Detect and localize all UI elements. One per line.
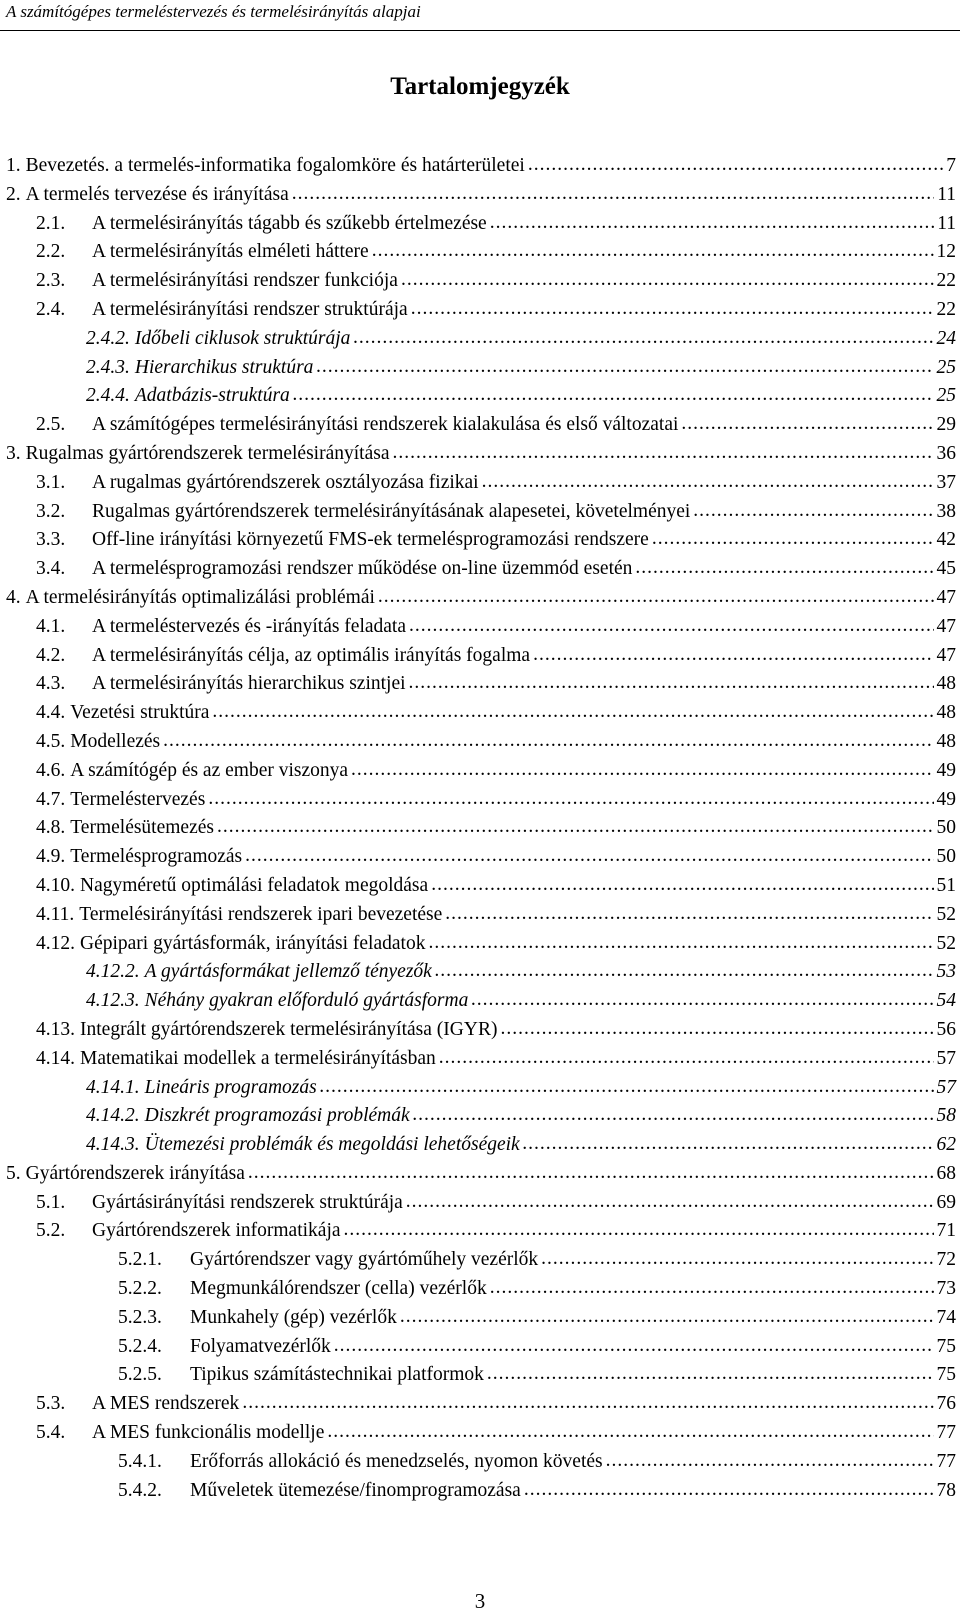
toc-title: A termelésprogramozási rendszer működése on-line üzemmód esetén [92, 558, 633, 580]
dot-leader [439, 1044, 934, 1073]
toc-number: 5.2.4. [118, 1335, 162, 1357]
toc-title: Termelésprogramozás [70, 846, 243, 868]
toc-number: 2.4.4. [86, 385, 130, 407]
dot-leader [413, 1101, 934, 1130]
toc-number: 5.4. [36, 1422, 66, 1444]
toc-title: A MES funkcionális modellje [92, 1422, 325, 1444]
toc-title: Erőforrás allokáció és menedzselés, nyomon követés [190, 1450, 603, 1472]
toc-page: 48 [936, 673, 956, 695]
toc-title: Vezetési struktúra [70, 702, 210, 724]
dot-leader [428, 929, 933, 958]
toc-entry[interactable] [6, 814, 956, 843]
dot-leader [693, 497, 933, 526]
toc-entry[interactable] [6, 526, 956, 555]
toc-page: 22 [936, 298, 956, 320]
toc-entry[interactable] [6, 901, 956, 930]
toc-entry[interactable] [6, 1160, 956, 1189]
toc-number: 4. [6, 586, 21, 608]
toc-number: 4.13. [36, 1018, 75, 1040]
toc-page: 48 [936, 730, 956, 752]
toc-page: 36 [936, 442, 956, 464]
toc-page: 71 [936, 1220, 956, 1242]
toc-entry[interactable] [6, 642, 956, 671]
toc-page: 47 [936, 586, 956, 608]
dot-leader [490, 1274, 934, 1303]
toc-number: 2.2. [36, 241, 66, 263]
toc-title: Matematikai modellek a termelésirányításban [80, 1047, 436, 1069]
dot-leader [163, 727, 933, 756]
toc-page: 73 [936, 1278, 956, 1300]
toc-page: 47 [936, 644, 956, 666]
toc-entry[interactable] [6, 843, 956, 872]
toc-entry[interactable] [6, 757, 956, 786]
toc-entry[interactable] [6, 1074, 956, 1103]
toc-entry[interactable] [6, 872, 956, 901]
toc-entry[interactable] [6, 1016, 956, 1045]
toc-title: Termelésütemezés [70, 817, 214, 839]
toc-entry[interactable] [6, 325, 956, 354]
toc-title: Bevezetés. a termelés-informatika fogalomköre és határterületei [25, 155, 525, 176]
toc-page: 38 [936, 500, 956, 522]
header-rule [0, 30, 960, 31]
dot-leader [524, 1476, 934, 1505]
toc-number: 4.5. [36, 730, 66, 752]
toc-entry[interactable] [6, 238, 956, 267]
toc-page: 58 [936, 1105, 956, 1127]
toc-number: 4.12.2. [86, 961, 140, 983]
toc-number: 4.7. [36, 788, 66, 810]
toc-title: Hierarchikus struktúra [134, 356, 314, 378]
toc-entry[interactable] [6, 1419, 956, 1448]
toc-page: 11 [937, 183, 956, 205]
toc-number: 2.1. [36, 212, 66, 234]
toc-title: Időbeli ciklusok struktúrája [134, 327, 351, 349]
toc-entry[interactable] [6, 584, 956, 613]
toc-entry[interactable] [6, 354, 956, 383]
toc-entry[interactable] [6, 1390, 956, 1419]
dot-leader [445, 900, 933, 929]
toc-entry[interactable] [6, 786, 956, 815]
toc-page: 62 [936, 1134, 956, 1156]
toc-page: 77 [936, 1422, 956, 1444]
toc-page: 74 [936, 1306, 956, 1328]
dot-leader [334, 1332, 934, 1361]
toc-page: 51 [936, 874, 956, 896]
toc-title: A MES rendszerek [92, 1393, 240, 1415]
toc-number: 2. [6, 183, 21, 205]
toc-entry[interactable] [6, 440, 956, 469]
toc-title: Diszkrét programozási problémák [144, 1105, 410, 1127]
toc-page: 53 [936, 961, 956, 983]
toc-page: 47 [936, 615, 956, 637]
toc-page: 75 [936, 1335, 956, 1357]
toc-number: 3.4. [36, 558, 66, 580]
toc-entry[interactable] [6, 987, 956, 1016]
toc-title: A termelés tervezése és irányítása [25, 183, 289, 205]
dot-leader [409, 669, 934, 698]
toc-number: 3.3. [36, 529, 66, 551]
toc-title: Műveletek ütemezése/finomprogramozása [190, 1479, 521, 1501]
toc-title: Megmunkálórendszer (cella) vezérlők [190, 1278, 487, 1300]
toc-number: 5.1. [36, 1191, 66, 1213]
toc-title: Tipikus számítástechnikai platformok [190, 1364, 484, 1386]
toc-number: 4.11. [36, 903, 75, 925]
toc-number: 1. [6, 155, 21, 176]
toc-number: 5.4.1. [118, 1450, 162, 1472]
dot-leader [344, 1216, 934, 1245]
toc-entry[interactable] [6, 670, 956, 699]
dot-leader [406, 1188, 934, 1217]
toc-page: 56 [936, 1018, 956, 1040]
toc-title: A termelésirányítás elméleti háttere [92, 241, 369, 263]
running-header: A számítógépes termeléstervezés és termelésirányítás alapjai [6, 2, 421, 21]
dot-leader [400, 1303, 934, 1332]
toc-number: 4.4. [36, 702, 66, 724]
toc-entry[interactable] [6, 382, 956, 411]
dot-leader [353, 324, 933, 353]
toc-title: Rugalmas gyártórendszerek termelésirányításának alapesetei, követelményei [92, 500, 691, 522]
toc-page: 50 [936, 846, 956, 868]
toc-title: Rugalmas gyártórendszerek termelésirányítása [25, 442, 390, 464]
toc-entry[interactable] [6, 1131, 956, 1160]
dot-leader [372, 237, 934, 266]
toc-page: 49 [936, 759, 956, 781]
dot-leader [435, 957, 934, 986]
toc-title: A termelésirányítás tágabb és szűkebb értelmezése [92, 212, 487, 234]
toc-number: 5.3. [36, 1393, 66, 1415]
toc-title: Termelésirányítási rendszerek ipari bevezetése [79, 903, 443, 925]
toc-page: 49 [936, 788, 956, 810]
toc-number: 2.3. [36, 270, 66, 292]
toc-entry[interactable] [6, 728, 956, 757]
toc-entry[interactable] [6, 1045, 956, 1074]
toc-page: 50 [936, 817, 956, 839]
dot-leader [351, 756, 933, 785]
dot-leader [208, 785, 933, 814]
toc-number: 4.14.3. [86, 1134, 140, 1156]
toc-entry[interactable] [6, 699, 956, 728]
dot-leader [523, 1130, 934, 1159]
toc-number: 2.5. [36, 414, 66, 436]
toc-title: Ütemezési problémák és megoldási lehetőségeik [144, 1134, 520, 1156]
dot-leader [431, 871, 933, 900]
toc-page: 72 [936, 1249, 956, 1271]
toc-title: A termeléstervezés és -irányítás feladata [92, 615, 407, 637]
toc-page: 76 [936, 1393, 956, 1415]
dot-leader [292, 180, 934, 209]
toc-number: 4.2. [36, 644, 66, 666]
toc-entry[interactable] [6, 411, 956, 440]
dot-leader [487, 1360, 934, 1389]
toc-number: 3.1. [36, 471, 66, 493]
toc-number: 4.14. [36, 1047, 75, 1069]
toc-page: 11 [937, 212, 956, 234]
toc-title: A számítógépes termelésirányítási rendszerek kialakulása és első változatai [92, 414, 679, 436]
toc-number: 5. [6, 1162, 21, 1184]
toc-title: Off-line irányítási környezetű FMS-ek termelésprogramozási rendszere [92, 529, 649, 551]
toc-page: 54 [936, 990, 956, 1012]
toc-title: A termelésirányítás hierarchikus szintjei [92, 673, 406, 695]
toc-title: A termelésirányítás optimalizálási problémái [25, 586, 375, 608]
toc-number: 4.10. [36, 874, 75, 896]
dot-leader [528, 151, 943, 180]
toc-entry[interactable] [6, 1275, 956, 1304]
toc-entry[interactable] [6, 181, 956, 210]
toc-page: 25 [936, 356, 956, 378]
toc-entry[interactable] [6, 930, 956, 959]
toc-entry[interactable] [6, 152, 956, 181]
dot-leader [316, 353, 933, 382]
toc-title: Gépipari gyártásformák, irányítási feladatok [80, 932, 426, 954]
dot-leader [245, 842, 933, 871]
toc-number: 2.4.2. [86, 327, 130, 349]
dot-leader [378, 583, 934, 612]
toc-page: 42 [936, 529, 956, 551]
table-of-contents [6, 152, 956, 1505]
toc-page: 7 [946, 155, 956, 176]
toc-title: A gyártásformákat jellemző tényezők [144, 961, 432, 983]
dot-leader [500, 1015, 933, 1044]
dot-leader [217, 813, 934, 842]
toc-entry[interactable] [6, 1304, 956, 1333]
toc-page: 22 [936, 270, 956, 292]
toc-page: 68 [936, 1162, 956, 1184]
toc-title: Néhány gyakran előforduló gyártásforma [144, 990, 469, 1012]
dot-leader [320, 1073, 934, 1102]
toc-title: A termelésirányítási rendszer funkciója [92, 270, 398, 292]
toc-title: Lineáris programozás [144, 1076, 317, 1098]
toc-page: 75 [936, 1364, 956, 1386]
dot-leader [392, 439, 933, 468]
dot-leader [482, 468, 934, 497]
toc-entry[interactable] [6, 296, 956, 325]
toc-number: 4.8. [36, 817, 66, 839]
dot-leader [471, 986, 933, 1015]
toc-page: 24 [936, 327, 956, 349]
toc-entry[interactable] [6, 1448, 956, 1477]
dot-leader [541, 1245, 933, 1274]
dot-leader [635, 554, 933, 583]
toc-title: Modellezés [70, 730, 161, 752]
toc-number: 4.9. [36, 846, 66, 868]
toc-number: 3.2. [36, 500, 66, 522]
toc-page: 29 [936, 414, 956, 436]
toc-number: 4.14.1. [86, 1076, 140, 1098]
dot-leader [293, 381, 934, 410]
toc-page: 37 [936, 471, 956, 493]
dot-leader [327, 1418, 933, 1447]
toc-number: 4.3. [36, 673, 66, 695]
toc-title: Folyamatvezérlők [190, 1335, 331, 1357]
toc-title: Gyártórendszerek informatikája [92, 1220, 341, 1242]
toc-number: 4.12. [36, 932, 75, 954]
toc-title: Adatbázis-struktúra [134, 385, 290, 407]
dot-leader [212, 698, 933, 727]
dot-leader [681, 410, 933, 439]
toc-entry[interactable] [6, 613, 956, 642]
toc-page: 57 [936, 1047, 956, 1069]
toc-page: 52 [936, 932, 956, 954]
page-title: Tartalomjegyzék [390, 73, 570, 100]
toc-entry[interactable] [6, 1477, 956, 1506]
dot-leader [411, 295, 934, 324]
toc-number: 5.2.2. [118, 1278, 162, 1300]
toc-entry[interactable] [6, 1102, 956, 1131]
toc-entry[interactable] [6, 1217, 956, 1246]
toc-number: 4.1. [36, 615, 66, 637]
toc-title: Integrált gyártórendszerek termelésirányítása (IGYR) [80, 1018, 498, 1040]
toc-page: 69 [936, 1191, 956, 1213]
dot-leader [409, 612, 933, 641]
toc-entry[interactable] [6, 958, 956, 987]
page-number: 3 [474, 1589, 486, 1613]
toc-entry[interactable] [6, 210, 956, 239]
toc-entry[interactable] [6, 498, 956, 527]
toc-title: Nagyméretű optimálási feladatok megoldása [80, 874, 429, 896]
toc-entry[interactable] [6, 1246, 956, 1275]
dot-leader [242, 1389, 933, 1418]
toc-entry[interactable] [6, 267, 956, 296]
toc-number: 5.2. [36, 1220, 66, 1242]
toc-title: Termeléstervezés [70, 788, 206, 810]
toc-entry[interactable] [6, 1361, 956, 1390]
toc-number: 4.14.2. [86, 1105, 140, 1127]
toc-number: 4.12.3. [86, 990, 140, 1012]
toc-number: 5.2.3. [118, 1306, 162, 1328]
toc-page: 57 [936, 1076, 956, 1098]
dot-leader [248, 1159, 934, 1188]
toc-title: A termelésirányítási rendszer struktúrája [92, 298, 408, 320]
toc-page: 77 [936, 1450, 956, 1472]
toc-page: 48 [936, 702, 956, 724]
toc-title: A rugalmas gyártórendszerek osztályozása fizikai [92, 471, 479, 493]
toc-number: 2.4. [36, 298, 66, 320]
toc-number: 3. [6, 442, 21, 464]
toc-number: 2.4.3. [86, 356, 130, 378]
toc-entry[interactable] [6, 1189, 956, 1218]
toc-entry[interactable] [6, 555, 956, 584]
toc-number: 4.6. [36, 759, 66, 781]
dot-leader [606, 1447, 934, 1476]
dot-leader [401, 266, 934, 295]
toc-title: Gyártórendszer vagy gyártóműhely vezérlők [190, 1249, 539, 1271]
toc-title: A termelésirányítás célja, az optimális irányítás fogalma [92, 644, 531, 666]
dot-leader [652, 525, 934, 554]
dot-leader [533, 641, 933, 670]
toc-title: Gyártórendszerek irányítása [25, 1162, 245, 1184]
toc-number: 5.4.2. [118, 1479, 162, 1501]
toc-title: Gyártásirányítási rendszerek struktúrája [92, 1191, 403, 1213]
toc-number: 5.2.5. [118, 1364, 162, 1386]
toc-page: 12 [936, 241, 956, 263]
toc-page: 25 [936, 385, 956, 407]
toc-entry[interactable] [6, 469, 956, 498]
toc-page: 45 [936, 558, 956, 580]
toc-page: 78 [936, 1479, 956, 1501]
toc-number: 5.2.1. [118, 1249, 162, 1271]
toc-title: A számítógép és az ember viszonya [70, 759, 349, 781]
dot-leader [490, 209, 935, 238]
toc-page: 52 [936, 903, 956, 925]
toc-title: Munkahely (gép) vezérlők [190, 1306, 397, 1328]
toc-entry[interactable] [6, 1333, 956, 1362]
